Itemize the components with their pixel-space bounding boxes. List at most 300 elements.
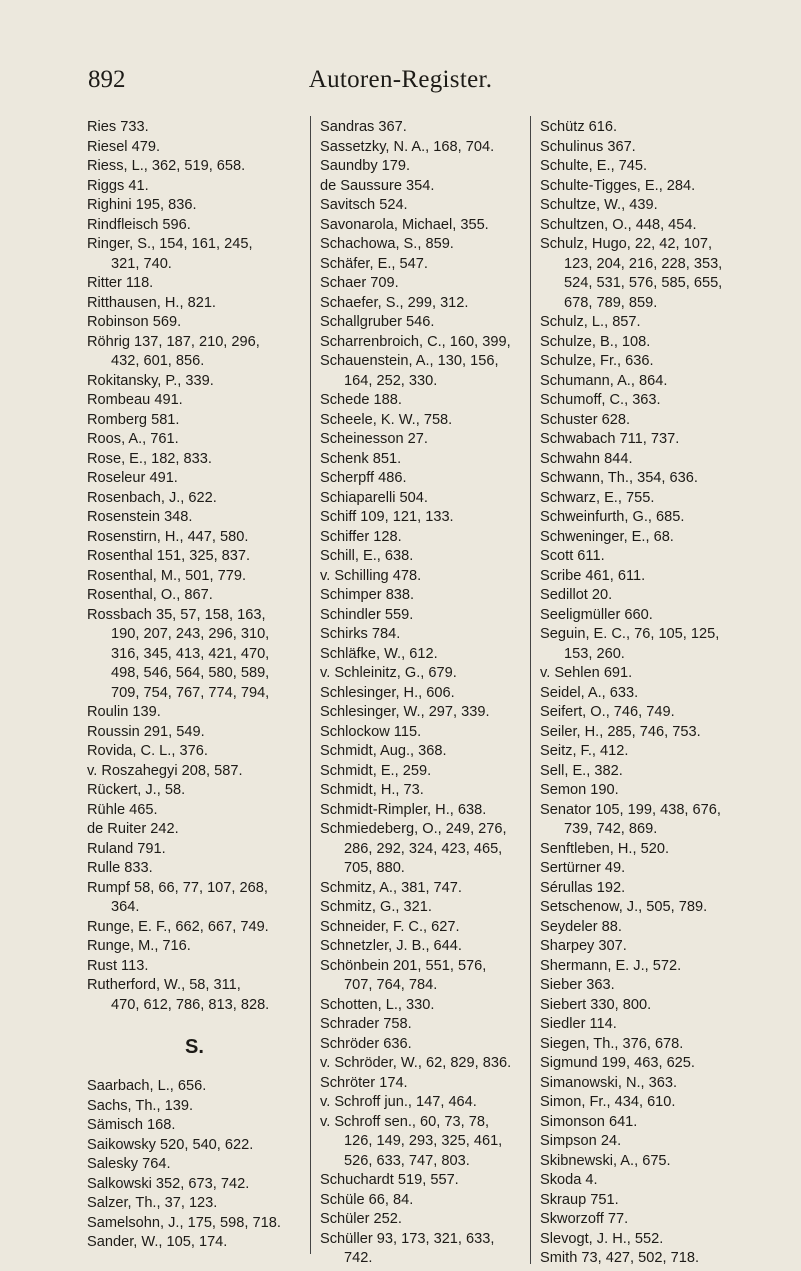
index-entry [540, 216, 770, 236]
index-entry [540, 372, 770, 392]
index-entry [87, 1155, 302, 1175]
entry-line: Rückert, J., 58. [87, 782, 186, 798]
index-entry [320, 1191, 520, 1211]
index-entry [87, 723, 302, 743]
index-entry [320, 1015, 520, 1035]
entry-line: Siebert 330, 800. [540, 996, 652, 1013]
index-entry [540, 879, 770, 899]
index-entry [540, 118, 770, 138]
index-entry [87, 801, 302, 821]
index-entry [320, 255, 520, 275]
entry-line: v. Schroff sen., 60, 73, 78, [320, 1113, 490, 1130]
entry-line: Salzer, Th., 37, 123. [87, 1195, 218, 1211]
entry-continuation: 739, 742, 869. [564, 821, 658, 837]
index-entry [540, 567, 770, 587]
entry-line: Sassetzky, N. A., 168, 704. [320, 138, 495, 155]
entry-line: Schachowa, S., 859. [320, 236, 454, 252]
entry-line: Sachs, Th., 139. [87, 1097, 194, 1114]
entry-line: Seifert, O., 746, 749. [540, 704, 675, 720]
page-number: 892 [88, 66, 126, 93]
index-entry [87, 1233, 302, 1253]
index-entry [540, 508, 770, 528]
entry-line: Schaefer, S., 299, 312. [320, 294, 469, 311]
entry-line: Röhrig 137, 187, 210, 296, [87, 333, 260, 350]
index-entry [320, 333, 520, 353]
entry-line: v. Schröder, W., 62, 829, 836. [320, 1055, 512, 1071]
entry-line: Schirks 784. [320, 626, 401, 642]
entry-line: Roussin 291, 549. [87, 723, 205, 740]
entry-line: Schlesinger, H., 606. [320, 684, 455, 701]
index-entry [320, 352, 520, 391]
index-entry [87, 781, 302, 801]
index-entry [320, 469, 520, 489]
entry-line: Shermann, E. J., 572. [540, 957, 682, 974]
index-entry [87, 859, 302, 879]
entry-line: Rosenstein 348. [87, 509, 193, 525]
entry-line: Siedler 114. [540, 1016, 617, 1032]
index-entry [540, 489, 770, 509]
index-entry [320, 996, 520, 1016]
index-entry [540, 235, 770, 313]
entry-line: Senftleben, H., 520. [540, 840, 669, 857]
index-entry [87, 703, 302, 723]
index-entry [320, 820, 520, 879]
index-entry [320, 703, 520, 723]
entry-line: Schulte-Tigges, E., 284. [540, 177, 696, 194]
entry-line: Schultzen, O., 448, 454. [540, 216, 697, 233]
index-entry [320, 937, 520, 957]
entry-line: Simon, Fr., 434, 610. [540, 1094, 676, 1110]
entry-line: v. Schilling 478. [320, 567, 422, 584]
index-entry [540, 1113, 770, 1133]
entry-line: Schulz, L., 857. [540, 314, 641, 330]
index-entry [540, 957, 770, 977]
index-entry [540, 1230, 770, 1250]
page-title: Autoren-Register. [308, 66, 493, 93]
index-entry [87, 762, 302, 782]
index-entry [540, 391, 770, 411]
entry-line: v. Schleinitz, G., 679. [320, 665, 457, 681]
index-entry [87, 1136, 302, 1156]
entry-line: Ries 733. [87, 119, 149, 135]
entry-continuation: 164, 252, 330. [344, 372, 438, 389]
entry-line: Schlesinger, W., 297, 339. [320, 704, 490, 720]
entry-line: Rosenthal 151, 325, 837. [87, 548, 251, 564]
index-entry [87, 294, 302, 314]
entry-line: Scott 611. [540, 548, 605, 564]
entry-line: Skworzoff 77. [540, 1211, 629, 1227]
entry-line: Rulle 833. [87, 860, 153, 876]
entry-line: Simonson 641. [540, 1113, 638, 1130]
index-entry [320, 801, 520, 821]
index-entry [320, 781, 520, 801]
entry-line: Sieber 363. [540, 977, 615, 993]
index-entry [87, 1116, 302, 1136]
entry-continuation: 364. [111, 899, 140, 915]
entry-line: Runge, M., 716. [87, 938, 191, 954]
index-entry [540, 859, 770, 879]
entry-line: Sander, W., 105, 174. [87, 1234, 228, 1250]
index-entry [87, 937, 302, 957]
entry-line: Ruland 791. [87, 840, 166, 857]
entry-line: Rutherford, W., 58, 311, [87, 977, 241, 993]
index-entry [87, 411, 302, 431]
entry-line: Salesky 764. [87, 1156, 171, 1172]
index-entry [540, 1015, 770, 1035]
entry-line: Schweninger, E., 68. [540, 528, 674, 545]
index-entry [540, 664, 770, 684]
entry-line: Schönbein 201, 551, 576, [320, 957, 487, 974]
entry-line: Seydeler 88. [540, 918, 622, 935]
index-entry [320, 957, 520, 996]
index-entry [320, 606, 520, 626]
entry-line: Schuster 628. [540, 411, 631, 428]
index-entry [87, 274, 302, 294]
entry-line: v. Roszahegyi 208, 587. [87, 762, 243, 779]
index-entry [320, 235, 520, 255]
entry-line: Schläfke, W., 612. [320, 645, 438, 662]
index-entry [87, 508, 302, 528]
entry-line: Slevogt, J. H., 552. [540, 1230, 664, 1247]
entry-line: Schindler 559. [320, 606, 414, 623]
index-entry [540, 918, 770, 938]
index-entry [87, 138, 302, 158]
index-entry [87, 742, 302, 762]
entry-line: Riesel 479. [87, 138, 161, 155]
column-rule-right [530, 116, 531, 1264]
index-entry [320, 645, 520, 665]
entry-line: Skoda 4. [540, 1172, 598, 1188]
entry-line: v. Schroff jun., 147, 464. [320, 1094, 477, 1110]
entry-continuation: 190, 207, 243, 296, 310, [111, 626, 270, 642]
entry-line: Roos, A., 761. [87, 431, 179, 447]
index-entry [87, 606, 302, 704]
index-entry [320, 625, 520, 645]
index-entry [540, 742, 770, 762]
entry-line: Rosenthal, M., 501, 779. [87, 567, 247, 584]
index-column-3 [540, 118, 770, 1269]
entry-line: Righini 195, 836. [87, 197, 197, 213]
index-entry [320, 1093, 520, 1113]
entry-line: Salkowski 352, 673, 742. [87, 1175, 250, 1192]
index-entry [320, 489, 520, 509]
entry-line: Sedillot 20. [540, 587, 613, 603]
entry-line: Schede 188. [320, 392, 402, 408]
index-entry [87, 1097, 302, 1117]
index-entry [540, 1249, 770, 1269]
entry-line: Sigmund 199, 463, 625. [540, 1055, 695, 1071]
entry-line: Schlockow 115. [320, 723, 422, 740]
entry-line: Seeligmüller 660. [540, 606, 653, 623]
entry-continuation: 498, 546, 564, 580, 589, [111, 665, 270, 681]
entry-line: Simpson 24. [540, 1133, 622, 1149]
entry-continuation: 316, 345, 413, 421, 470, [111, 645, 270, 662]
entry-line: Schumoff, C., 363. [540, 392, 661, 408]
index-entry [540, 801, 770, 840]
index-entry [320, 547, 520, 567]
entry-line: Senator 105, 199, 438, 676, [540, 801, 721, 818]
entry-line: Sandras 367. [320, 119, 407, 135]
entry-line: Schulinus 367. [540, 138, 636, 155]
index-entry [540, 313, 770, 333]
index-entry [320, 586, 520, 606]
entry-line: Rossbach 35, 57, 158, 163, [87, 606, 266, 623]
index-entry [87, 586, 302, 606]
entry-line: Scheinesson 27. [320, 431, 428, 447]
index-entry [540, 138, 770, 158]
index-entry [540, 762, 770, 782]
entry-line: Schiaparelli 504. [320, 489, 428, 506]
index-entry [320, 1054, 520, 1074]
entry-line: Schwann, Th., 354, 636. [540, 470, 698, 486]
entry-line: Schäfer, E., 547. [320, 255, 428, 272]
index-entry [87, 391, 302, 411]
index-entry [320, 1035, 520, 1055]
column-rule-left [310, 116, 311, 1254]
index-entry [87, 918, 302, 938]
entry-line: Seiler, H., 285, 746, 753. [540, 723, 701, 740]
entry-line: Schenk 851. [320, 450, 402, 467]
index-entry [320, 1210, 520, 1230]
index-entry [540, 976, 770, 996]
index-entry [87, 1194, 302, 1214]
index-entry [87, 177, 302, 197]
index-entry [320, 411, 520, 431]
entry-line: Scharrenbroich, C., 160, 399, [320, 333, 511, 350]
entry-continuation: 705, 880. [344, 860, 405, 876]
entry-line: Seguin, E. C., 76, 105, 125, [540, 626, 720, 642]
index-entry [87, 820, 302, 840]
entry-line: Setschenow, J., 505, 789. [540, 899, 708, 915]
index-entry [320, 294, 520, 314]
index-entry [540, 430, 770, 450]
entry-line: Schotten, L., 330. [320, 996, 435, 1013]
index-entry [540, 1132, 770, 1152]
entry-line: Schultze, W., 439. [540, 197, 658, 213]
index-entry [87, 469, 302, 489]
entry-line: Ritthausen, H., 821. [87, 294, 216, 311]
entry-line: Schmiedeberg, O., 249, 276, [320, 821, 507, 837]
entry-line: Schütz 616. [540, 119, 618, 135]
entry-line: Riggs 41. [87, 177, 149, 194]
index-entry [87, 547, 302, 567]
entry-line: Schmitz, G., 321. [320, 899, 432, 915]
index-entry [540, 781, 770, 801]
entry-line: Runge, E. F., 662, 667, 749. [87, 918, 269, 935]
index-entry [320, 684, 520, 704]
entry-line: Rokitansky, P., 339. [87, 372, 214, 389]
entry-continuation: 742. [344, 1250, 373, 1266]
index-entry [320, 177, 520, 197]
entry-line: v. Sehlen 691. [540, 665, 633, 681]
index-entry [320, 313, 520, 333]
index-entry [540, 1210, 770, 1230]
entry-line: Roulin 139. [87, 704, 161, 720]
index-column-1 [87, 118, 302, 1253]
index-entry [87, 118, 302, 138]
section-letter: S. [185, 1036, 204, 1058]
index-entry [540, 411, 770, 431]
index-entry [320, 1171, 520, 1191]
entry-line: Rosenbach, J., 622. [87, 489, 217, 506]
entry-line: Schrader 758. [320, 1016, 412, 1032]
index-entry [540, 528, 770, 548]
entry-line: Schmitz, A., 381, 747. [320, 879, 462, 896]
entry-continuation: 286, 292, 324, 423, 465, [344, 840, 503, 857]
entry-line: Semon 190. [540, 782, 619, 798]
entry-line: Saikowsky 520, 540, 622. [87, 1136, 254, 1153]
entry-line: Schmidt, Aug., 368. [320, 743, 447, 759]
entry-line: Riess, L., 362, 519, 658. [87, 158, 246, 174]
index-entry [87, 1214, 302, 1234]
index-entry [540, 586, 770, 606]
entry-line: Skraup 751. [540, 1191, 619, 1208]
entry-line: Schumann, A., 864. [540, 372, 668, 389]
entry-line: Seitz, F., 412. [540, 743, 629, 759]
entry-line: Scherpff 486. [320, 470, 407, 486]
entry-line: Schmidt-Rimpler, H., 638. [320, 801, 487, 818]
index-entry [540, 157, 770, 177]
index-entry [320, 879, 520, 899]
index-entry [87, 235, 302, 274]
entry-line: Saundby 179. [320, 158, 411, 174]
index-entry [87, 957, 302, 977]
index-entry [320, 918, 520, 938]
entry-continuation: 321, 740. [111, 255, 172, 272]
index-entry [87, 528, 302, 548]
entry-continuation: 470, 612, 786, 813, 828. [111, 996, 270, 1013]
index-column-2 [320, 118, 520, 1269]
entry-line: Ritter 118. [87, 275, 154, 291]
entry-continuation: 707, 764, 784. [344, 977, 438, 993]
index-entry [540, 450, 770, 470]
entry-line: Savonarola, Michael, 355. [320, 216, 489, 233]
index-entry [540, 625, 770, 664]
entry-line: Savitsch 524. [320, 197, 408, 213]
index-entry [540, 1191, 770, 1211]
entry-line: Scribe 461, 611. [540, 567, 646, 584]
entry-line: Rumpf 58, 66, 77, 107, 268, [87, 879, 268, 896]
entry-line: Siegen, Th., 376, 678. [540, 1035, 684, 1052]
index-entry [320, 664, 520, 684]
entry-line: Smith 73, 427, 502, 718. [540, 1250, 700, 1266]
index-entry [87, 840, 302, 860]
index-entry [540, 606, 770, 626]
index-entry [540, 469, 770, 489]
entry-line: Schröter 174. [320, 1074, 408, 1091]
index-entry [540, 996, 770, 1016]
entry-line: Rosenstirn, H., 447, 580. [87, 528, 249, 545]
index-entry [320, 567, 520, 587]
index-entry [87, 333, 302, 372]
index-entry [87, 157, 302, 177]
entry-line: Rosenthal, O., 867. [87, 587, 213, 603]
entry-line: Schimper 838. [320, 587, 415, 603]
entry-line: Seidel, A., 633. [540, 684, 639, 701]
entry-continuation: 153, 260. [564, 645, 625, 662]
entry-line: Rombeau 491. [87, 392, 183, 408]
index-entry [320, 118, 520, 138]
entry-line: de Saussure 354. [320, 177, 435, 194]
entry-line: de Ruiter 242. [87, 821, 179, 837]
index-entry [87, 372, 302, 392]
entry-continuation: 526, 633, 747, 803. [344, 1152, 470, 1169]
entry-line: Schüler 252. [320, 1211, 402, 1227]
entry-line: Scheele, K. W., 758. [320, 411, 453, 428]
index-entry [87, 313, 302, 333]
index-entry [540, 333, 770, 353]
entry-line: Ringer, S., 154, 161, 245, [87, 236, 253, 252]
index-entry [320, 138, 520, 158]
entry-line: Schüller 93, 173, 321, 633, [320, 1230, 495, 1247]
index-entry [87, 976, 302, 1015]
index-entry [540, 177, 770, 197]
entry-continuation: 709, 754, 767, 774, 794, [111, 684, 270, 701]
index-entry [87, 489, 302, 509]
index-entry [87, 450, 302, 470]
entry-line: Schwabach 711, 737. [540, 431, 680, 447]
entry-line: Schuchardt 519, 557. [320, 1172, 459, 1188]
entry-line: Schnetzler, J. B., 644. [320, 938, 462, 954]
index-entry [540, 723, 770, 743]
entry-line: Schröder 636. [320, 1035, 412, 1052]
index-entry [540, 684, 770, 704]
entry-line: Rovida, C. L., 376. [87, 743, 208, 759]
entry-line: Sharpey 307. [540, 938, 627, 954]
index-entry [320, 216, 520, 236]
entry-line: Schallgruber 546. [320, 314, 435, 330]
entry-line: Schulze, Fr., 636. [540, 353, 654, 369]
entry-line: Sérullas 192. [540, 879, 626, 896]
entry-line: Schmidt, H., 73. [320, 782, 424, 798]
index-entry [87, 196, 302, 216]
index-entry [540, 703, 770, 723]
entry-continuation: 123, 204, 216, 228, 353, [564, 255, 723, 272]
index-entry [540, 840, 770, 860]
index-entry [87, 567, 302, 587]
index-entry [320, 196, 520, 216]
index-entry [320, 274, 520, 294]
index-entry [540, 1074, 770, 1094]
entry-line: Robinson 569. [87, 314, 182, 330]
entry-line: Sertürner 49. [540, 860, 626, 876]
entry-line: Roseleur 491. [87, 470, 178, 486]
entry-line: Simanowski, N., 363. [540, 1074, 678, 1091]
index-entry [87, 216, 302, 236]
entry-line: Schiffer 128. [320, 528, 402, 545]
index-entry [540, 937, 770, 957]
index-entry [540, 1152, 770, 1172]
index-entry [540, 1093, 770, 1113]
entry-line: Rühle 465. [87, 801, 158, 818]
entry-line: Romberg 581. [87, 411, 180, 428]
entry-line: Rose, E., 182, 833. [87, 450, 212, 467]
index-entry [320, 430, 520, 450]
entry-line: Schulz, Hugo, 22, 42, 107, [540, 236, 712, 252]
entry-line: Schweinfurth, G., 685. [540, 509, 685, 525]
index-entry [87, 879, 302, 918]
entry-line: Schill, E., 638. [320, 548, 414, 564]
entry-continuation: 126, 149, 293, 325, 461, [344, 1133, 503, 1149]
entry-continuation: 432, 601, 856. [111, 353, 205, 369]
index-entry [320, 723, 520, 743]
entry-line: Schüle 66, 84. [320, 1191, 414, 1208]
index-entry [320, 1230, 520, 1269]
index-entry [540, 547, 770, 567]
index-entry [540, 1054, 770, 1074]
entry-line: Schauenstein, A., 130, 156, [320, 353, 499, 369]
entry-line: Rust 113. [87, 957, 149, 974]
